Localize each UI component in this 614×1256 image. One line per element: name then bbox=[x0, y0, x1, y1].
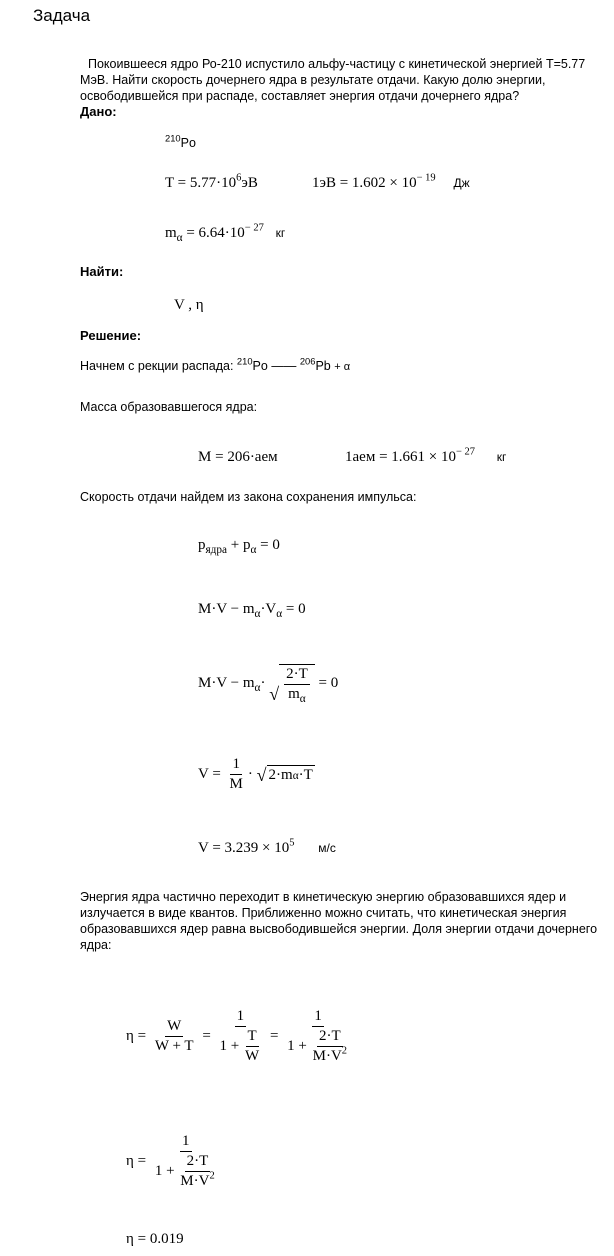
fraction-1 bbox=[153, 1018, 196, 1055]
eta-symbol: η bbox=[126, 1231, 134, 1247]
amu-unit: кг bbox=[496, 450, 507, 464]
dot-operator: · bbox=[260, 674, 266, 691]
M-value: 206·аем bbox=[227, 449, 278, 465]
numerator: 1 bbox=[180, 1133, 192, 1152]
radical-sign: √ bbox=[269, 684, 280, 704]
isotope-mass-number: 210 bbox=[165, 133, 181, 144]
equals-sign: = bbox=[177, 175, 187, 191]
eq2-left: M·V − m bbox=[198, 601, 255, 617]
eta-symbol: η bbox=[126, 1152, 134, 1169]
eta-value: 0.019 bbox=[149, 1231, 184, 1247]
given-label: Дано: bbox=[80, 104, 117, 119]
energy-paragraph bbox=[80, 889, 610, 953]
V-mantissa: 3.239 × 10 bbox=[224, 840, 290, 856]
fraction bbox=[153, 1133, 219, 1190]
velocity-formula bbox=[198, 756, 315, 793]
given-isotope bbox=[165, 133, 196, 150]
M-symbol: M bbox=[198, 449, 212, 465]
equals-sign: = bbox=[379, 449, 388, 465]
alpha-particle: + α bbox=[334, 361, 351, 373]
T-mantissa: 5.77·10 bbox=[189, 175, 237, 191]
T-exponent: 6 bbox=[236, 172, 242, 184]
eta-formula bbox=[126, 1133, 222, 1190]
V-symbol: V bbox=[198, 765, 209, 782]
denominator: 1 + $\frac{2\cdot T}{M\cdot V^2}$ bbox=[287, 1028, 348, 1064]
momentum-text: Скорость отдачи найдем из закона сохранения импульса: bbox=[80, 490, 417, 504]
V-exponent: 5 bbox=[289, 837, 295, 849]
fraction-3 bbox=[285, 1008, 351, 1065]
eV-lhs: 1эВ bbox=[312, 175, 336, 191]
reaction-text: Начнем с рекции распада: bbox=[80, 359, 234, 373]
eq2-velocity: ·V bbox=[260, 601, 277, 617]
amu-conversion bbox=[345, 446, 507, 466]
equals-sign: = bbox=[269, 1027, 279, 1044]
equals-sign: = bbox=[212, 840, 221, 856]
T-symbol: T bbox=[165, 175, 174, 191]
reaction-arrow: —— bbox=[271, 359, 297, 373]
denominator: 1 + $\frac{T}{W}$ bbox=[219, 1028, 260, 1064]
parent-symbol: Po bbox=[252, 359, 268, 373]
velocity-result bbox=[198, 837, 336, 857]
m-symbol: m bbox=[165, 225, 177, 241]
alpha-subscript: α bbox=[254, 681, 261, 694]
find-label: Найти: bbox=[80, 264, 124, 279]
m-mantissa: 6.64·10 bbox=[198, 225, 245, 241]
momentum-equation-sqrt bbox=[198, 664, 338, 703]
equals-sign: = bbox=[137, 1152, 147, 1169]
equals-sign: = bbox=[137, 1027, 147, 1044]
equals-sign: = bbox=[215, 449, 224, 465]
amu-exponent: − 27 bbox=[456, 446, 476, 458]
problem-text: Покоившееся ядро Ро-210 испустило альфу-частицу с кинетической энергией Т=5.77 МэВ. Найти скорость дочернего ядра в результате отдачи. Какую долю энергии, освободившейся при распаде, составляет энергия отдачи дочернего ядра? bbox=[80, 57, 586, 103]
amu-lhs: 1аем bbox=[345, 449, 376, 465]
V-unit: м/с bbox=[318, 841, 336, 855]
numerator: W bbox=[165, 1018, 183, 1037]
fraction bbox=[284, 666, 310, 703]
solution-label: Решение: bbox=[80, 328, 142, 343]
given-T bbox=[165, 172, 258, 192]
eV-mantissa: 1.602 × 10 bbox=[351, 175, 417, 191]
numerator: 1 bbox=[312, 1008, 324, 1027]
V-symbol: V bbox=[198, 840, 209, 856]
momentum-equation bbox=[198, 537, 280, 554]
dot-operator: · bbox=[247, 765, 253, 782]
eta-symbol: η bbox=[126, 1027, 134, 1044]
equals-sign: = bbox=[202, 1027, 211, 1044]
given-m-alpha bbox=[165, 222, 286, 244]
numerator: 1 bbox=[235, 1008, 247, 1027]
eq3-left: M·V − m bbox=[198, 674, 255, 691]
page-title: Задача bbox=[33, 6, 91, 25]
eV-unit: Дж bbox=[453, 176, 470, 190]
denominator: $m_\alpha$ bbox=[288, 686, 306, 705]
square-root bbox=[269, 664, 315, 703]
alpha-subscript: α bbox=[176, 231, 183, 244]
equation-rhs: = 0 bbox=[285, 601, 306, 617]
denominator: W + T bbox=[154, 1038, 194, 1054]
denominator: 1 + $\frac{2\cdot T}{M\cdot V^2}$ bbox=[154, 1153, 215, 1189]
equation-rhs: = 0 bbox=[260, 537, 280, 553]
eV-exponent: − 19 bbox=[416, 172, 436, 184]
parent-mass-number: 210 bbox=[236, 356, 253, 367]
daughter-mass-number: 206 bbox=[299, 356, 316, 367]
daughter-symbol: Pb bbox=[315, 359, 331, 373]
nucleus-subscript: ядра bbox=[205, 543, 228, 556]
fraction-2 bbox=[218, 1008, 264, 1065]
equals-sign: = bbox=[137, 1231, 147, 1247]
momentum-equation-expanded bbox=[198, 601, 306, 618]
equation-rhs: = 0 bbox=[318, 674, 339, 691]
p-symbol: p bbox=[198, 537, 206, 553]
equals-sign: = bbox=[212, 765, 221, 782]
eta-derivation bbox=[126, 1008, 354, 1065]
plus-sign: + bbox=[230, 537, 240, 553]
numerator: 1 bbox=[230, 756, 242, 775]
amu-mantissa: 1.661 × 10 bbox=[391, 449, 456, 465]
denominator: M bbox=[229, 776, 243, 792]
alpha-subscript: α bbox=[276, 607, 283, 620]
isotope-symbol: Po bbox=[180, 136, 196, 150]
energy-text: Энергия ядра частично переходит в кинетическую энергию образовавшихся ядер и излучается в виде квантов. Приближенно можно считать, что кинетическая энергия образовавшихся ядер равна высвободившейся энергии. Доля энергии отдачи дочернего ядра: bbox=[80, 890, 598, 952]
equals-sign: = bbox=[186, 225, 195, 241]
equals-sign: = bbox=[339, 175, 349, 191]
eta-result bbox=[126, 1231, 184, 1248]
given-eV-conversion bbox=[312, 172, 470, 192]
p-alpha-symbol: p bbox=[243, 537, 251, 553]
M-equation bbox=[198, 449, 278, 466]
alpha-subscript: α bbox=[254, 607, 261, 620]
find-value: V , η bbox=[174, 297, 204, 313]
numerator: 2·T bbox=[284, 666, 310, 685]
square-root: √ 2·m α ·T bbox=[256, 765, 313, 785]
radical-sign: √ bbox=[256, 765, 267, 785]
T-unit: эВ bbox=[241, 175, 258, 191]
mass-text: Масса образовавшегося ядра: bbox=[80, 400, 258, 414]
reaction-line bbox=[80, 356, 351, 373]
m-unit: кг bbox=[275, 226, 286, 240]
alpha-subscript: α bbox=[250, 543, 257, 556]
m-exponent: − 27 bbox=[244, 222, 264, 234]
fraction bbox=[228, 756, 245, 793]
